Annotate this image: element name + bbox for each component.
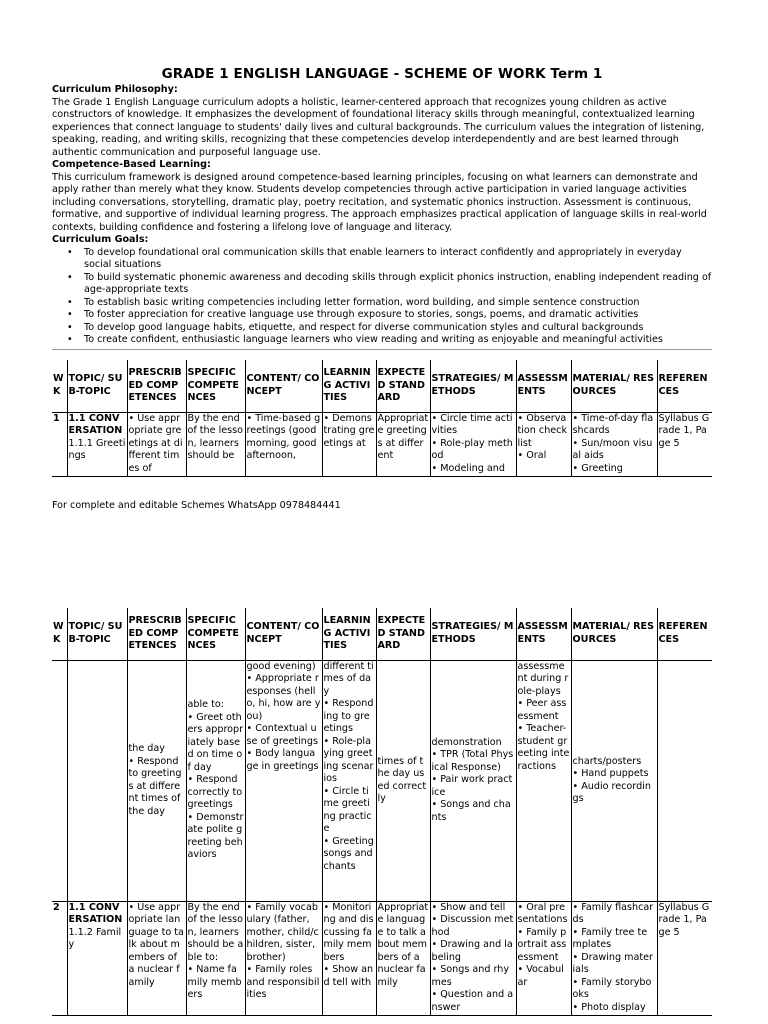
column-header: SPECIFIC COMPETENCES bbox=[186, 608, 245, 660]
intro-section bbox=[52, 84, 712, 347]
column-header: LEARNING ACTIVITIES bbox=[322, 608, 376, 660]
topic-title: 1.1 CONVERSATION bbox=[68, 412, 123, 436]
prescribed-cell: • Use appropriate greetings at different times of bbox=[127, 412, 186, 476]
assessments-cell: • Observation checklist • Oral bbox=[516, 412, 571, 476]
column-header: TOPIC/ SUB-TOPIC bbox=[67, 360, 127, 412]
materials-cell: • Family flashcards • Family tree templates • Drawing materials • Family storybooks • Photo display bbox=[571, 901, 657, 1015]
specific-cell: able to: • Greet others appropriately based on time of day • Respond correctly to greetings • Demonstrate polite greeting behaviors bbox=[186, 660, 245, 901]
week-cell: 1 bbox=[53, 412, 60, 424]
philosophy-heading: Curriculum Philosophy: bbox=[52, 84, 178, 95]
document-title: GRADE 1 ENGLISH LANGUAGE - SCHEME OF WORK Term 1 bbox=[161, 66, 603, 82]
column-header: STRATEGIES/ METHODS bbox=[430, 360, 516, 412]
column-header: SPECIFIC COMPETENCES bbox=[186, 360, 245, 412]
philosophy-text: The Grade 1 English Language curriculum adopts a holistic, learner-centered approach that recognizes young children as active constructors of knowledge. It emphasizes the development of foundational literacy skills through meaningful, contextualized learning experiences that connect language to students' daily lives and cultural backgrounds. The curriculum values the integration of listening, speaking, reading, and writing skills, recognizing that these competencies develop interdependently and are best learned through authentic communication and purposeful language use. bbox=[52, 96, 705, 158]
section-divider bbox=[52, 349, 712, 350]
strategies-cell: demonstration • TPR (Total Physical Response) • Pair work practice • Songs and chants bbox=[430, 660, 516, 901]
column-header: CONTENT/ CONCEPT bbox=[245, 360, 322, 412]
goal-item: • To develop good language habits, etiquette, and respect for diverse communication styles and cultural backgrounds bbox=[84, 322, 712, 335]
sub-topic: 1.1.1 Greetings bbox=[68, 437, 126, 461]
topic-cell bbox=[67, 412, 127, 476]
references-cell: Syllabus Grade 1, Page 5 bbox=[657, 412, 712, 476]
competence-heading: Competence-Based Learning: bbox=[52, 159, 211, 170]
assessments-cell: assessment during role-plays • Peer assessment • Teacher-student greeting interactions bbox=[516, 660, 571, 901]
goal-item: • To foster appreciation for creative language use through exposure to stories, songs, poems, and dramatic activities bbox=[84, 309, 712, 322]
activities-cell: • Monitoring and discussing family members • Show and tell with bbox=[322, 901, 376, 1015]
strategies-cell: • Circle time activities • Role-play method • Modeling and bbox=[430, 412, 516, 476]
column-header: TOPIC/ SUB-TOPIC bbox=[67, 608, 127, 660]
goals-list bbox=[52, 247, 712, 347]
content-cell: • Family vocabulary (father, mother, child/children, sister, brother) • Family roles and responsibilities bbox=[245, 901, 322, 1015]
specific-cell: By the end of the lesson, learners should be bbox=[186, 412, 245, 476]
column-header: CONTENT/ CONCEPT bbox=[245, 608, 322, 660]
prescribed-cell: the day • Respond to greetings at different times of the day bbox=[127, 660, 186, 901]
goal-item: • To build systematic phonemic awareness and decoding skills through explicit phonics instruction, enabling independent reading of age-appropriate texts bbox=[84, 272, 712, 297]
references-cell: Syllabus Grade 1, Page 5 bbox=[657, 901, 712, 1015]
competence-text: This curriculum framework is designed around competence-based learning principles, focusing on what learners can demonstrate and apply rather than merely what they know. Students develop competencies through active participation in varied language activities including conversations, storytelling, dramatic play, poetry recitation, and systematic phonics instruction. Assessment is continuous, formative, and supportive of individual learning progress. The approach emphasizes practical application of language skills in real-world contexts, building confidence and fostering a lifelong love of language and literacy. bbox=[52, 171, 707, 233]
column-header: REFERENCES bbox=[657, 360, 712, 412]
sub-topic: 1.1.2 Family bbox=[68, 926, 122, 950]
column-header: LEARNING ACTIVITIES bbox=[322, 360, 376, 412]
column-header: EXPECTED STANDARD bbox=[376, 608, 430, 660]
footer-note: For complete and editable Schemes WhatsApp 0978484441 bbox=[52, 500, 341, 511]
column-header: REFERENCES bbox=[657, 608, 712, 660]
topic-title: 1.1 CONVERSATION bbox=[68, 901, 123, 925]
specific-cell: By the end of the lesson, learners should be able to: • Name family members bbox=[186, 901, 245, 1015]
goal-item: • To develop foundational oral communication skills that enable learners to interact confidently and appropriately in everyday social situations bbox=[84, 247, 712, 272]
column-header: MATERIAL/ RESOURCES bbox=[571, 360, 657, 412]
week-cell: 2 bbox=[53, 901, 60, 913]
week-cell bbox=[52, 660, 67, 901]
strategies-cell: • Show and tell • Discussion method • Drawing and labeling • Songs and rhymes • Question and answer bbox=[430, 901, 516, 1015]
materials-cell: charts/posters • Hand puppets • Audio recordings bbox=[571, 660, 657, 901]
column-header: ASSESSMENTS bbox=[516, 608, 571, 660]
column-header: WK bbox=[53, 621, 64, 645]
column-header: STRATEGIES/ METHODS bbox=[430, 608, 516, 660]
table-row bbox=[52, 901, 712, 1015]
topic-cell bbox=[67, 901, 127, 1015]
goal-item: • To create confident, enthusiastic language learners who view reading and writing as enjoyable and meaningful activities bbox=[84, 334, 712, 347]
goal-item: • To establish basic writing competencies including letter formation, word building, and simple sentence construction bbox=[84, 297, 712, 310]
column-header: WK bbox=[53, 373, 64, 397]
references-cell bbox=[657, 660, 712, 901]
materials-cell: • Time-of-day flashcards • Sun/moon visual aids • Greeting bbox=[571, 412, 657, 476]
column-header: MATERIAL/ RESOURCES bbox=[571, 608, 657, 660]
scheme-table-2 bbox=[52, 608, 712, 1016]
goals-heading: Curriculum Goals: bbox=[52, 234, 149, 245]
table-header-row bbox=[52, 608, 712, 660]
topic-cell bbox=[67, 660, 127, 901]
table-row bbox=[52, 412, 712, 476]
table-header-row bbox=[52, 360, 712, 412]
content-cell: good evening) • Appropriate responses (hello, hi, how are you) • Contextual use of greetings • Body language in greetings bbox=[245, 660, 322, 901]
column-header: ASSESSMENTS bbox=[516, 360, 571, 412]
standard-cell: Appropriate greetings at different bbox=[376, 412, 430, 476]
scheme-table-1 bbox=[52, 360, 712, 477]
column-header: PRESCRIBED COMPETENCES bbox=[127, 360, 186, 412]
prescribed-cell: • Use appropriate language to talk about members of a nuclear family bbox=[127, 901, 186, 1015]
standard-cell: Appropriate language to talk about members of a nuclear family bbox=[376, 901, 430, 1015]
content-cell: • Time-based greetings (good morning, good afternoon, bbox=[245, 412, 322, 476]
assessments-cell: • Oral presentations • Family portrait assessment • Vocabular bbox=[516, 901, 571, 1015]
activities-cell: • Demonstrating greetings at bbox=[322, 412, 376, 476]
column-header: EXPECTED STANDARD bbox=[376, 360, 430, 412]
column-header: PRESCRIBED COMPETENCES bbox=[127, 608, 186, 660]
standard-cell: times of the day used correctly bbox=[376, 660, 430, 901]
table-row bbox=[52, 660, 712, 901]
activities-cell: different times of day • Responding to greetings • Role-playing greeting scenarios • Circle time greeting practice • Greeting songs and chants bbox=[322, 660, 376, 901]
